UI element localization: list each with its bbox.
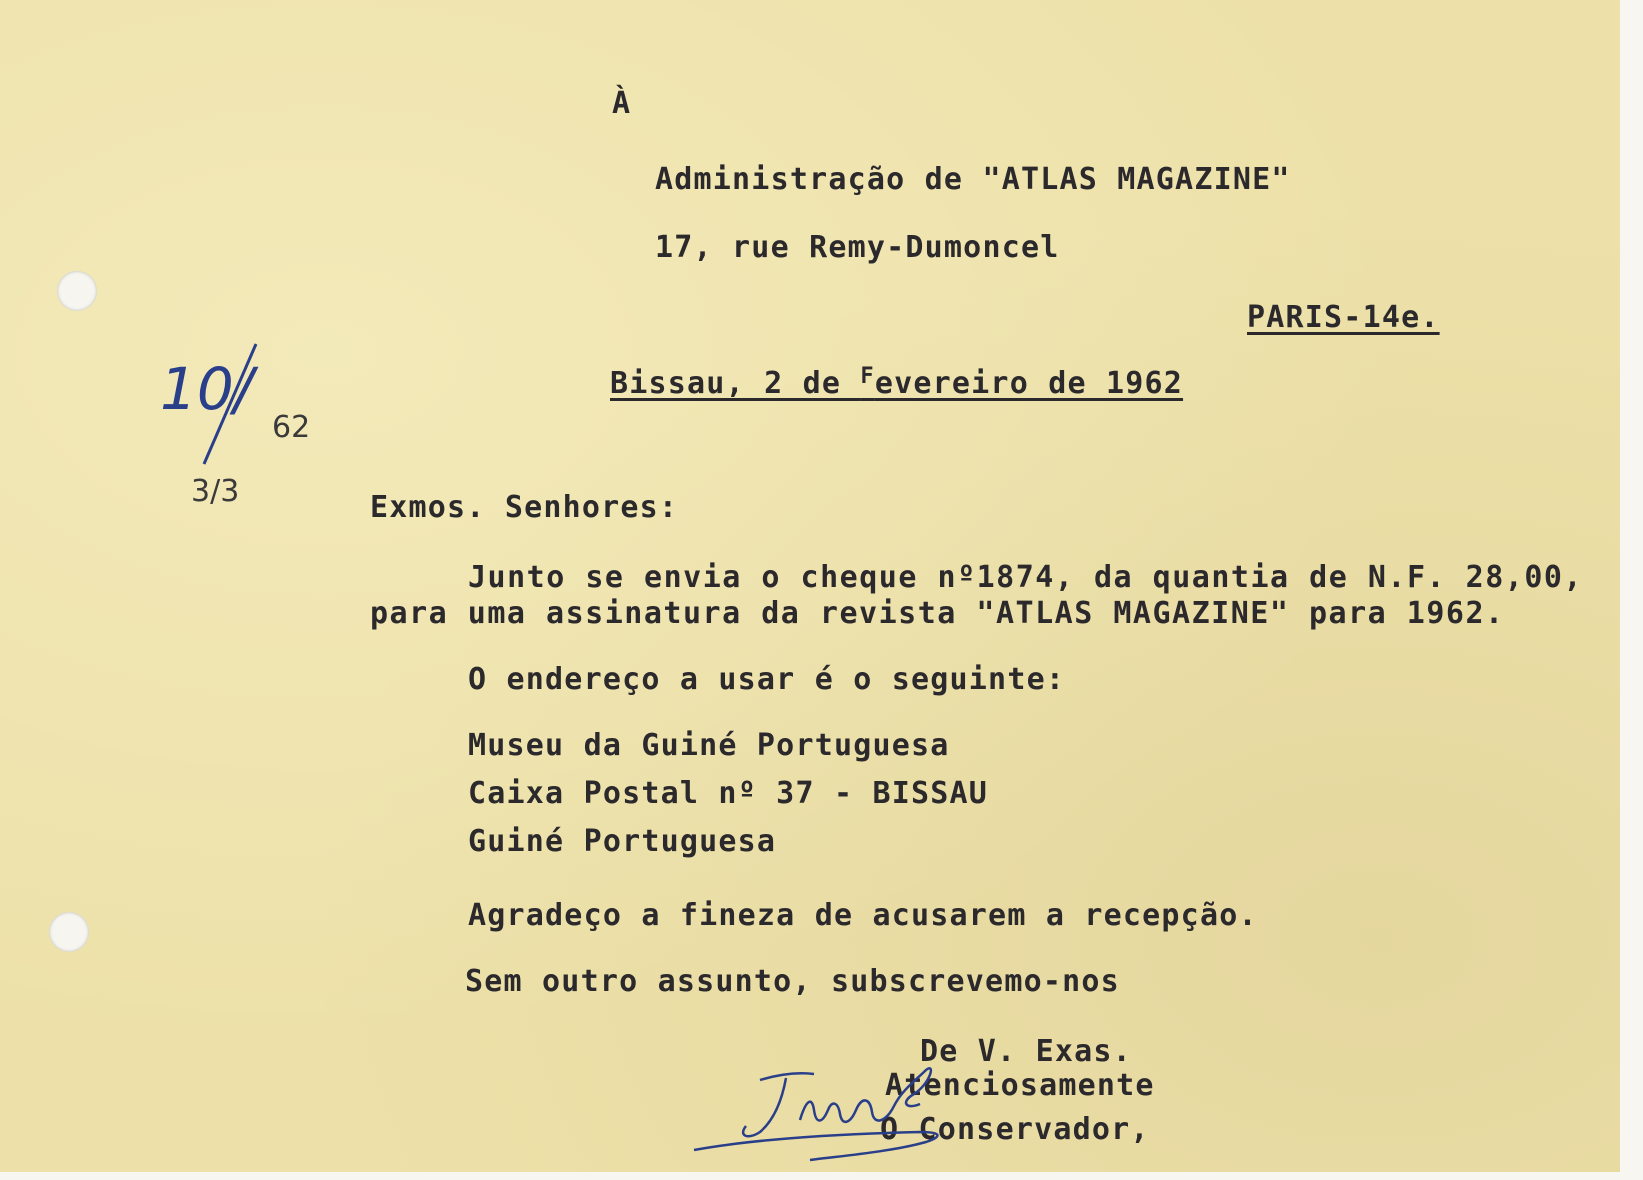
letter-date (610, 364, 1183, 401)
ref-slash-stroke (196, 340, 266, 470)
recipient-street: 17, rue Remy-Dumoncel (655, 230, 1060, 265)
punch-hole-bottom (49, 912, 89, 952)
date-part-2: evereiro de 1962 (874, 366, 1184, 401)
scan-edge-right (1620, 0, 1643, 1180)
recipient-city: PARIS-14e. (1247, 300, 1440, 335)
sign-line-3: O Conservador, (880, 1112, 1150, 1147)
address-intro: O endereço a usar é o seguinte: (468, 662, 1066, 697)
thanks-line: Agradeço a fineza de acusarem a recepção. (468, 898, 1258, 933)
sign-line-1: De V. Exas. (920, 1034, 1132, 1069)
recipient-name: Administração de "ATLAS MAGAZINE" (655, 162, 1291, 197)
punch-hole-top (57, 271, 97, 311)
body-line-2: para uma assinatura da revista "ATLAS MAGAZINE" para 1962. (370, 596, 1505, 631)
date-part-1: Bissau, 2 de (610, 366, 861, 401)
pencil-year-note: 62 (272, 410, 311, 445)
address-line-1: Museu da Guiné Portuguesa (468, 728, 950, 763)
pencil-page-note: 3/3 (191, 474, 240, 509)
scan-edge-bottom (0, 1172, 1643, 1180)
sign-line-2: Atenciosamente (885, 1068, 1155, 1103)
date-letter-f: F (860, 364, 875, 389)
address-line-2: Caixa Postal nº 37 - BISSAU (468, 776, 989, 811)
address-line-3: Guiné Portuguesa (468, 824, 777, 859)
handwritten-reference: 10/ (160, 355, 254, 423)
salutation: Exmos. Senhores: (370, 490, 679, 525)
signature-mark (690, 1040, 990, 1165)
closing-line: Sem outro assunto, subscrevemo-nos (465, 964, 1120, 999)
body-line-1: Junto se envia o cheque nº1874, da quantia de N.F. 28,00, (468, 560, 1584, 595)
addressee-prefix: À (612, 86, 632, 121)
